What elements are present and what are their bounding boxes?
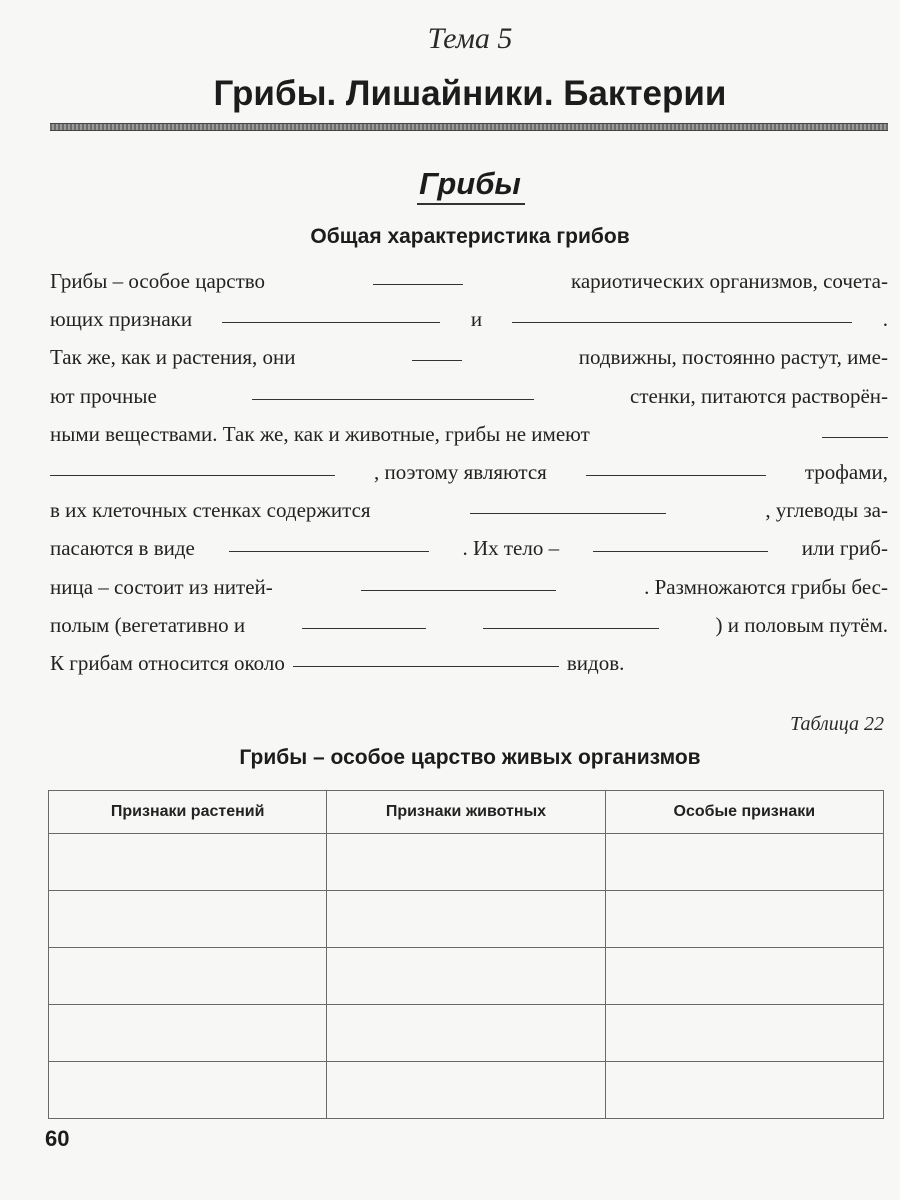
text-fragment: подвижны, постоянно растут, име-: [578, 345, 888, 370]
text-fragment: трофами,: [804, 459, 888, 484]
table-cell[interactable]: [49, 1062, 327, 1119]
answer-blank[interactable]: [586, 474, 766, 476]
answer-blank[interactable]: [512, 321, 852, 323]
section-title-underline: [417, 203, 525, 205]
text-fragment: Грибы – особое царство: [50, 269, 266, 293]
table-header-row: [49, 791, 884, 834]
text-fragment: , углеводы за-: [765, 498, 888, 523]
column-header-plants: Признаки растений: [49, 791, 327, 834]
answer-blank[interactable]: [412, 359, 462, 361]
paragraph-line: [50, 338, 888, 376]
paragraph-line: [50, 262, 888, 300]
title-divider: [50, 123, 888, 131]
table-cell[interactable]: [605, 891, 883, 948]
answer-blank[interactable]: [361, 589, 556, 591]
text-fragment: . Их тело –: [462, 536, 560, 561]
column-header-special: Особые признаки: [605, 791, 883, 834]
table-cell[interactable]: [327, 891, 605, 948]
table-row: [49, 948, 884, 1005]
table-cell[interactable]: [49, 1005, 327, 1062]
table-cell[interactable]: [327, 1005, 605, 1062]
text-fragment: в их клеточных стенках содержится: [50, 498, 371, 523]
answer-blank[interactable]: [593, 550, 768, 552]
table-cell[interactable]: [605, 1005, 883, 1062]
paragraph-line: [50, 529, 888, 567]
column-header-animals: Признаки животных: [327, 791, 605, 834]
answer-blank[interactable]: [229, 550, 429, 552]
text-fragment: кариотических организмов, сочета-: [570, 269, 888, 293]
answer-table: [48, 790, 884, 1119]
table-cell[interactable]: [605, 948, 883, 1005]
text-fragment: К грибам относится около: [50, 650, 285, 675]
text-fragment: видов.: [566, 650, 625, 675]
text-fragment: Так же, как и растения, они: [50, 345, 296, 370]
paragraph-line: [50, 606, 888, 644]
answer-blank[interactable]: [483, 627, 659, 629]
table-row: [49, 1005, 884, 1062]
table-row: [49, 834, 884, 891]
text-fragment: ) и половым путём.: [715, 612, 888, 637]
table-cell[interactable]: [605, 834, 883, 891]
answer-blank[interactable]: [293, 665, 559, 667]
answer-blank[interactable]: [302, 627, 426, 629]
table-row: [49, 1062, 884, 1119]
table-row: [49, 891, 884, 948]
answer-blank[interactable]: [470, 512, 666, 514]
table-cell[interactable]: [49, 891, 327, 948]
text-fragment: пасаются в виде: [50, 536, 195, 561]
table-cell[interactable]: [327, 834, 605, 891]
answer-blank[interactable]: [50, 474, 335, 476]
text-fragment: и: [470, 307, 483, 332]
paragraph-line: [50, 377, 888, 415]
paragraph-line: [50, 453, 888, 491]
section-subtitle: Общая характеристика грибов: [310, 225, 630, 248]
answer-blank[interactable]: [222, 321, 440, 323]
text-fragment: , поэтому являются: [374, 459, 547, 484]
paragraph-line: [50, 644, 888, 682]
text-fragment: ющих признаки: [50, 307, 193, 332]
text-fragment: ными веществами. Так же, как и животные, грибы не имеют: [50, 421, 590, 446]
table-number: Таблица 22: [790, 713, 884, 735]
text-fragment: или гриб-: [801, 536, 888, 561]
text-fragment: стенки, питаются растворён-: [630, 383, 888, 408]
page-number: 60: [45, 1126, 70, 1151]
theme-number: Тема 5: [427, 22, 513, 55]
table-cell[interactable]: [49, 834, 327, 891]
table-title: Грибы – особое царство живых организмов: [239, 746, 701, 769]
paragraph-line: [50, 300, 888, 338]
table-cell[interactable]: [49, 948, 327, 1005]
text-fragment: .: [882, 307, 888, 332]
paragraph-line: [50, 491, 888, 529]
table-cell[interactable]: [327, 1062, 605, 1119]
text-fragment: ют прочные: [50, 383, 157, 408]
page-title: Грибы. Лишайники. Бактерии: [213, 74, 727, 113]
fill-in-paragraph: [50, 262, 888, 682]
text-fragment: полым (вегетативно и: [50, 612, 246, 637]
text-fragment: . Размножаются грибы бес-: [644, 574, 888, 599]
answer-blank[interactable]: [252, 398, 534, 400]
text-fragment: ница – состоит из нитей-: [50, 574, 273, 599]
paragraph-line: [50, 568, 888, 606]
section-title: Грибы: [419, 166, 521, 201]
answer-blank[interactable]: [822, 436, 888, 438]
paragraph-line: [50, 415, 888, 453]
answer-blank[interactable]: [373, 283, 463, 285]
table-cell[interactable]: [327, 948, 605, 1005]
table-cell[interactable]: [605, 1062, 883, 1119]
